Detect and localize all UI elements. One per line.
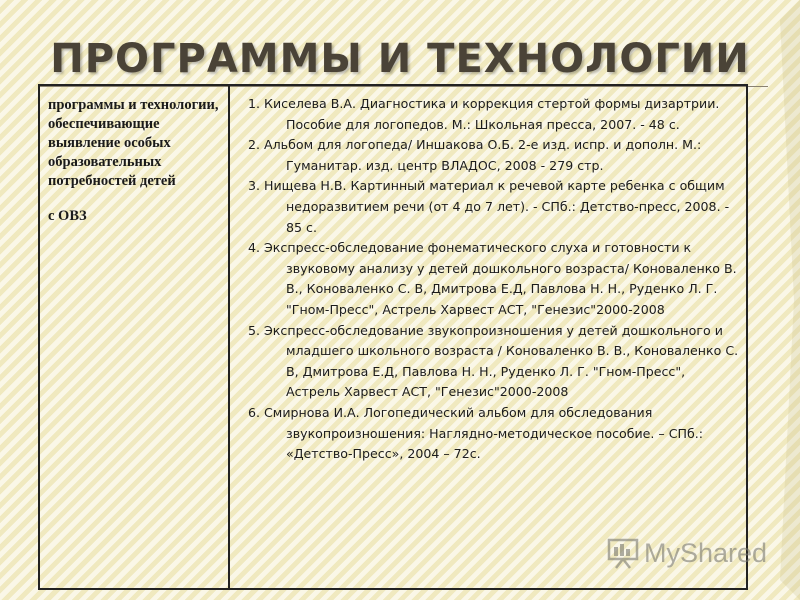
- category-cell: [39, 85, 229, 589]
- reference-item-4: 4. Экспресс-обследование фонематического слуха и готовности к звуковому анализу у детей дошкольного возраста/ Коноваленко В. В., Коноваленко С. В, Дмитрова Е.Д, Павлова Н. Н., Руденко Л. Г. "Гном-Пресс", Астрель Харвест АСТ, "Генезис"2000-2008: [248, 240, 737, 317]
- table-row: [39, 85, 747, 589]
- reference-item-2: 2. Альбом для логопеда/ Иншакова О.Б. 2-е изд. испр. и дополн. М.: Гуманитар. изд. центр ВЛАДОС, 2008 - 279 стр.: [248, 137, 702, 173]
- watermark: [606, 535, 767, 571]
- content-table: [38, 84, 748, 590]
- category-ovz: с ОВЗ: [48, 208, 87, 224]
- slide-title: ПРОГРАММЫ И ТЕХНОЛОГИИ: [50, 36, 750, 82]
- reference-item-5: 5. Экспресс-обследование звукопроизношения у детей дошкольного и младшего школьного возраста / Коноваленко В. В., Коноваленко С. В, Дмитрова Е.Д, Павлова Н. Н., Руденко Л. Г. "Гном-Пресс", Астрель Харвест АСТ, "Генезис"2000-2008: [248, 322, 739, 400]
- reference-item-6: 6. Смирнова И.А. Логопедический альбом для обследования звукопроизношения: Наглядно-методическое пособие. – СПб.: «Детство-Пресс», 2004 – 72с.: [248, 404, 703, 462]
- reference-item-1: 1. Киселева В.А. Диагностика и коррекция стертой формы дизартрии. Пособие для логопедов. М.: Школьная пресса, 2007. - 48 с.: [248, 96, 720, 132]
- watermark-text: MyShared: [644, 537, 768, 568]
- references-cell: [229, 85, 747, 589]
- presentation-board-icon: [606, 536, 640, 570]
- category-text: программы и технологии, обеспечивающие выявление особых образовательных потребностей детей: [48, 97, 219, 189]
- reference-item-3: 3. Нищева Н.В. Картинный материал к речевой карте ребенка с общим недоразвитием речи (от 4 до 7 лет). - СПб.: Детство-пресс, 2008. - 85 с.: [248, 178, 730, 235]
- decorative-edge-icon: [766, 0, 800, 600]
